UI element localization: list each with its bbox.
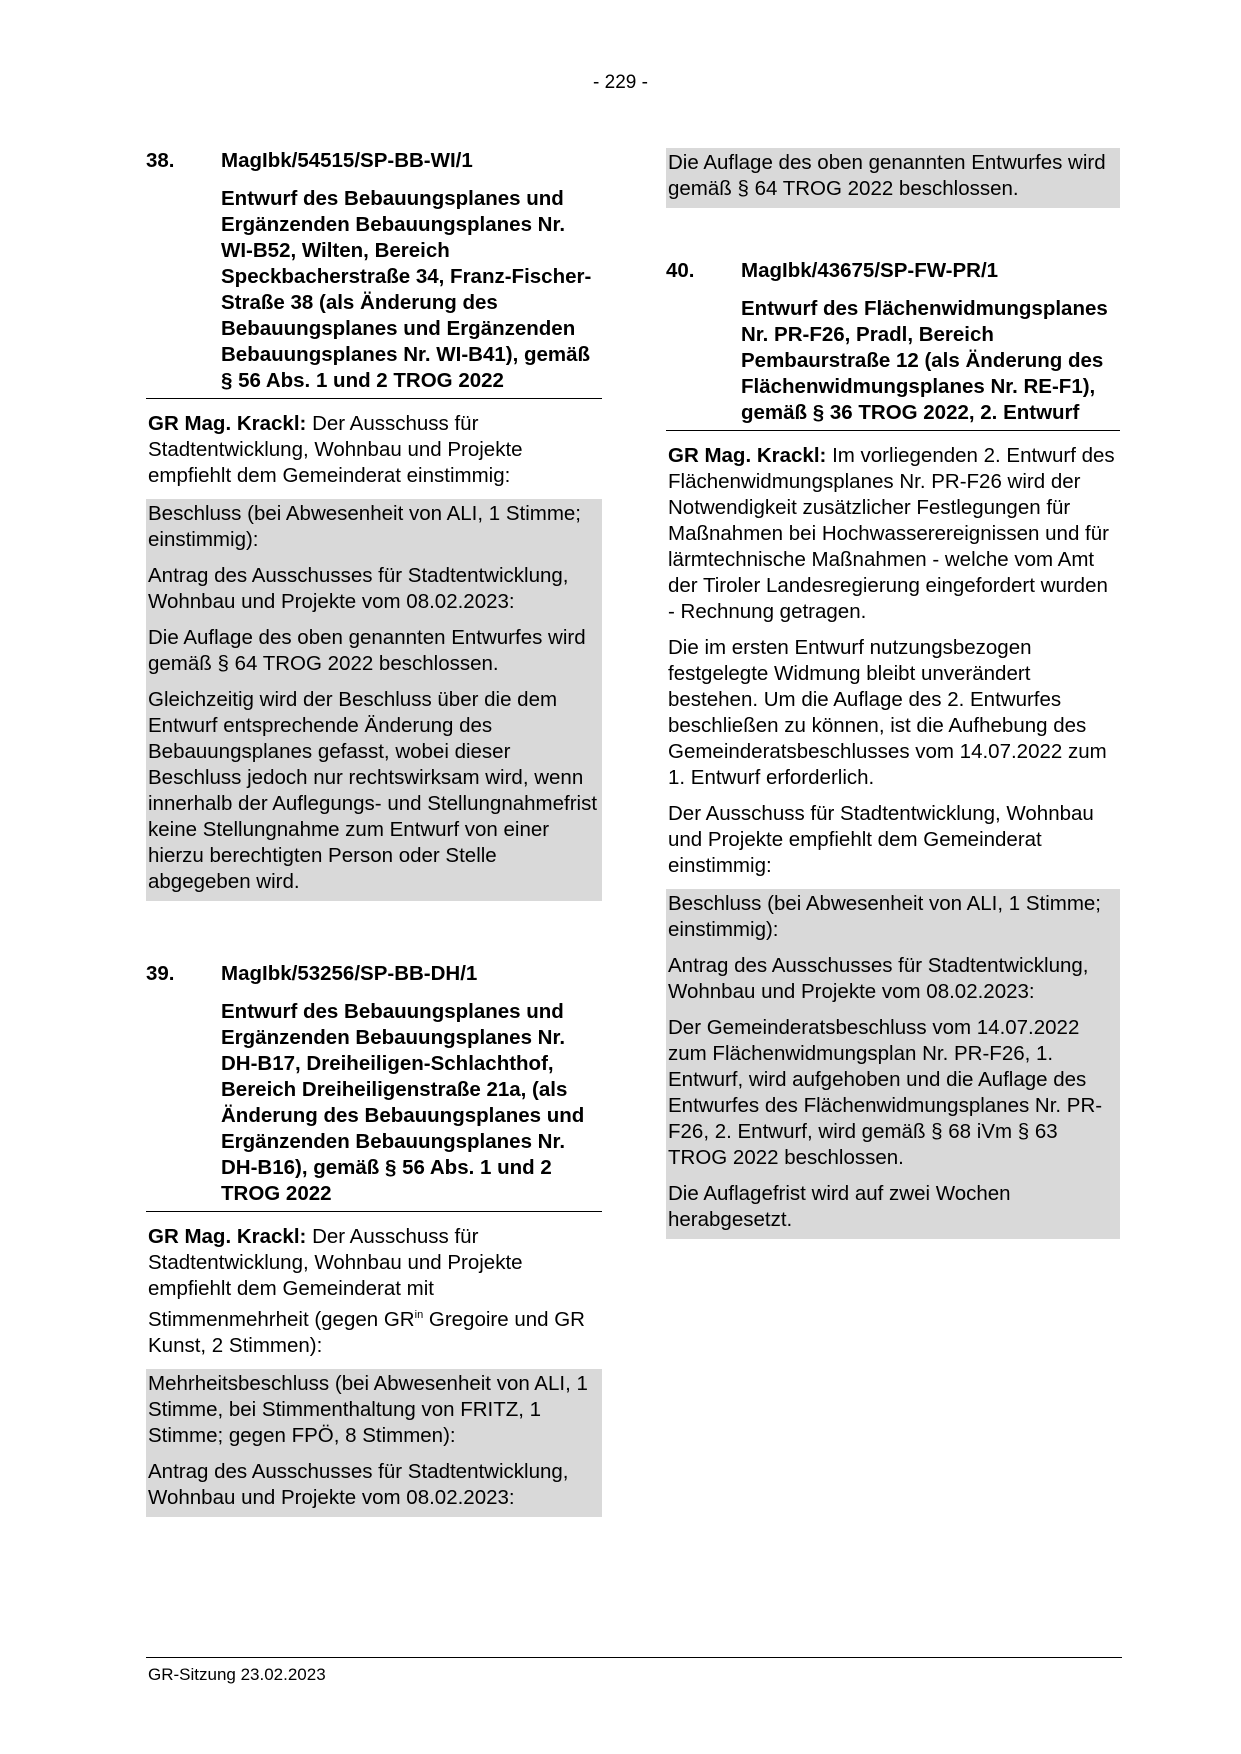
speech-text: Im vorliegenden 2. Entwurf des Flächenwidmungsplanes Nr. PR-F26 wird der Notwendigkeit zusätzlicher Festlegungen für Maßnahmen bei Hochwasserereignissen und für lärmtechnische Maßnahmen - welche vom Amt der Tiroler Landesregierung eingefordert wurden - Rechnung getragen. <box>668 444 1115 623</box>
item-code: MagIbk/43675/SP-FW-PR/1 <box>741 259 999 282</box>
body-paragraph: Die im ersten Entwurf nutzungsbezogen festgelegte Widmung bleibt unverändert bestehen. Um die Auflage des 2. Entwurfes beschließen zu können, ist die Aufhebung des Gemeinderatsbeschlusses vom 14.07.2022 zum 1. Entwurf erforderlich. <box>668 636 1107 789</box>
agenda-item-39 <box>146 961 602 1517</box>
item-title: Entwurf des Bebauungsplanes und Ergänzenden Bebauungsplanes Nr. DH-B17, Dreiheiligen-Schlachthof, Bereich Dreiheiligenstraße 21a, (als Änderung des Bebauungsplanes und Ergänzenden Bebauungsplanes Nr. DH-B16), gemäß § 56 Abs. 1 und 2 TROG 2022 <box>221 1000 585 1205</box>
resolution-text: Die Auflagefrist wird auf zwei Wochen herabgesetzt. <box>668 1182 1011 1231</box>
item-number: 39. <box>146 962 175 985</box>
divider <box>146 1211 602 1212</box>
item-title: Entwurf des Bebauungsplanes und Ergänzenden Bebauungsplanes Nr. WI-B52, Wilten, Bereich Speckbacherstraße 34, Franz-Fischer-Straße 38 (als Änderung des Bebauungsplanes und Ergänzenden Bebauungsplanes Nr. WI-B41), gemäß § 56 Abs. 1 und 2 TROG 2022 <box>221 187 592 392</box>
speech-text: Der Ausschuss für Stadtentwicklung, Wohnbau und Projekte empfiehlt dem Gemeinderat mit Stimmenmehrheit (gegen GR <box>148 1225 523 1331</box>
decision-box <box>146 1369 602 1517</box>
speaker-name: GR Mag. Krackl: <box>148 1225 307 1248</box>
item-heading <box>146 961 602 987</box>
carry-over-box <box>666 148 1120 208</box>
item-heading <box>146 148 602 174</box>
footer-divider <box>146 1657 1122 1658</box>
body-paragraph: Der Ausschuss für Stadtentwicklung, Wohnbau und Projekte empfiehlt dem Gemeinderat einstimmig: <box>668 802 1094 877</box>
speech-paragraph <box>146 411 602 489</box>
speech-text: Gregoire und GR Kunst, 2 Stimmen): <box>148 1307 585 1357</box>
decision-text: Beschluss (bei Abwesenheit von ALI, 1 Stimme; einstimmig): <box>668 892 1102 941</box>
decision-text: Beschluss (bei Abwesenheit von ALI, 1 Stimme; einstimmig): <box>148 502 582 551</box>
motion-text: Antrag des Ausschusses für Stadtentwicklung, Wohnbau und Projekte vom 08.02.2023: <box>668 954 1089 1003</box>
right-column <box>666 148 1120 1249</box>
superscript: in <box>414 1309 424 1321</box>
divider <box>666 430 1120 431</box>
item-number: 38. <box>146 149 175 172</box>
page-number: - 229 - <box>593 72 648 93</box>
decision-box <box>666 889 1120 1239</box>
resolution-text: Die Auflage des oben genannten Entwurfes wird gemäß § 64 TROG 2022 beschlossen. <box>668 151 1106 200</box>
spacer <box>146 911 602 961</box>
item-title: Entwurf des Flächenwidmungsplanes Nr. PR-F26, Pradl, Bereich Pembaurstraße 12 (als Änderung des Flächenwidmungsplanes Nr. RE-F1), gemäß § 36 TROG 2022, 2. Entwurf <box>741 297 1108 424</box>
agenda-item-40 <box>666 258 1120 1239</box>
speaker-name: GR Mag. Krackl: <box>148 412 307 435</box>
agenda-item-38 <box>146 148 602 901</box>
resolution-text: Gleichzeitig wird der Beschluss über die dem Entwurf entsprechende Änderung des Bebauungsplanes gefasst, wobei dieser Beschluss jedoch nur rechtswirksam wird, wenn innerhalb der Auflegungs- und Stellungnahmefrist keine Stellungnahme zum Entwurf von einer hierzu berechtigten Person oder Stelle abgegeben wird. <box>148 688 598 893</box>
decision-text: Mehrheitsbeschluss (bei Abwesenheit von ALI, 1 Stimme, bei Stimmenthaltung von FRITZ, 1 Stimme; gegen FPÖ, 8 Stimmen): <box>148 1371 588 1447</box>
resolution-text: Die Auflage des oben genannten Entwurfes wird gemäß § 64 TROG 2022 beschlossen. <box>148 626 586 675</box>
decision-box <box>146 499 602 901</box>
left-column <box>146 148 602 1527</box>
speaker-name: GR Mag. Krackl: <box>668 444 827 467</box>
item-code: MagIbk/53256/SP-BB-DH/1 <box>221 962 478 985</box>
divider <box>146 398 602 399</box>
footer-text: GR-Sitzung 23.02.2023 <box>148 1665 326 1684</box>
item-number: 40. <box>666 259 695 282</box>
motion-text: Antrag des Ausschusses für Stadtentwicklung, Wohnbau und Projekte vom 08.02.2023: <box>148 1459 569 1509</box>
motion-text: Antrag des Ausschusses für Stadtentwicklung, Wohnbau und Projekte vom 08.02.2023: <box>148 564 569 613</box>
item-heading <box>666 258 1120 284</box>
spacer <box>666 218 1120 258</box>
resolution-text: Der Gemeinderatsbeschluss vom 14.07.2022 zum Flächenwidmungsplan Nr. PR-F26, 1. Entwurf, wird aufgehoben und die Auflage des Entwurfes des Flächenwidmungsplanes Nr. PR-F26, 2. Entwurf, wird gemäß § 68 iVm § 63 TROG 2022 beschlossen. <box>668 1016 1103 1169</box>
speech-text: Der Ausschuss für Stadtentwicklung, Wohnbau und Projekte empfiehlt dem Gemeinderat einstimmig: <box>148 412 523 487</box>
speech-paragraph <box>666 443 1120 625</box>
speech-paragraph <box>146 1224 602 1359</box>
item-code: MagIbk/54515/SP-BB-WI/1 <box>221 149 473 172</box>
